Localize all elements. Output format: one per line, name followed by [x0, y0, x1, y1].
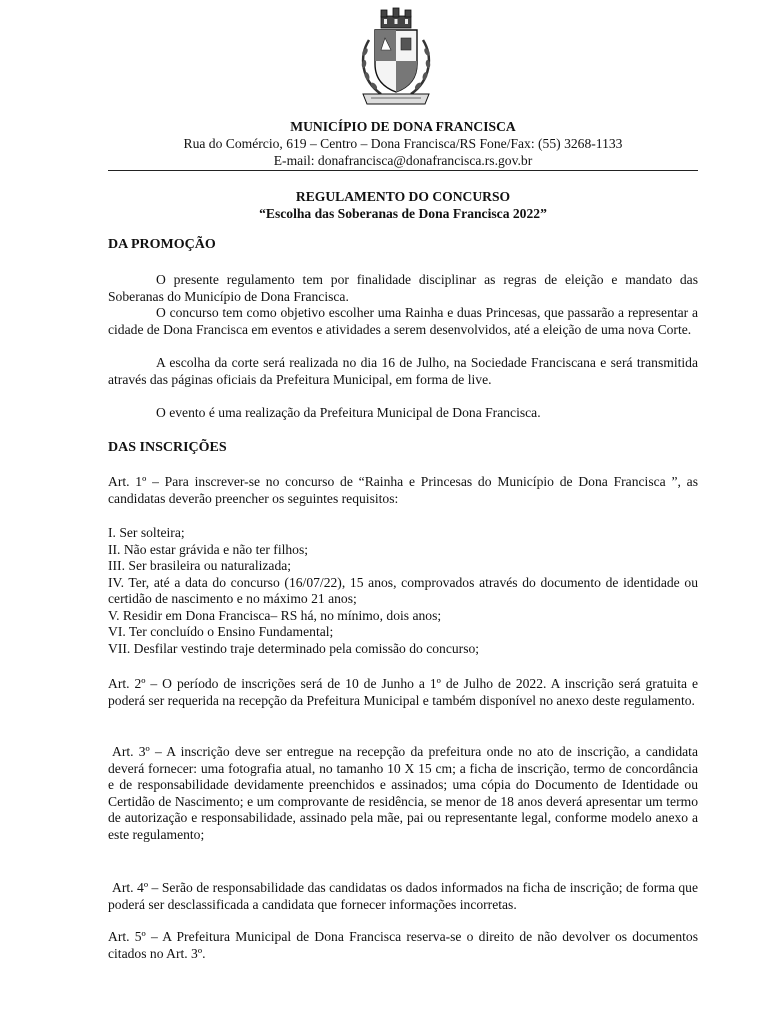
article-1: Art. 1º – Para inscrever-se no concurso de “Rainha e Princesas do Município de Dona Francisca ”, as candidatas deverão preencher os seguintes requisitos: [108, 474, 698, 506]
article-5: Art. 5º – A Prefeitura Municipal de Dona Francisca reserva-se o direito de não devolver os documentos citados no Art. 3º. [108, 929, 698, 961]
article-2: Art. 2º – O período de inscrições será de 10 de Junho a 1º de Julho de 2022. A inscrição será gratuita e poderá ser requerida na recepção da Prefeitura Municipal e também disponível no anexo deste regulamento. [108, 676, 698, 708]
document-title-line1: REGULAMENTO DO CONCURSO [295, 189, 511, 204]
header-divider [108, 170, 698, 171]
document-title-line2: “Escolha das Soberanas de Dona Francisca 2022” [259, 206, 547, 221]
section-heading-promocao: DA PROMOÇÃO [108, 237, 216, 252]
municipality-name: MUNICÍPIO DE DONA FRANCISCA [290, 119, 516, 134]
municipality-address: Rua do Comércio, 619 – Centro – Dona Francisca/RS Fone/Fax: (55) 3268-1133 [183, 136, 623, 151]
municipal-coat-of-arms [355, 6, 437, 110]
requirement-6: VI. Ter concluído o Ensino Fundamental; [108, 624, 334, 639]
requirement-3: III. Ser brasileira ou naturalizada; [108, 558, 292, 573]
municipality-email: E-mail: donafrancisca@donafrancisca.rs.gov.br [273, 153, 533, 168]
paragraph-promocao-4: O evento é uma realização da Prefeitura Municipal de Dona Francisca. [156, 405, 541, 420]
paragraph-promocao-1: O presente regulamento tem por finalidade disciplinar as regras de eleição e mandato das Soberanas do Município de Dona Francisca. [108, 272, 698, 304]
requirement-5: V. Residir em Dona Francisca– RS há, no mínimo, dois anos; [108, 607, 442, 623]
article-3: Art. 3º – A inscrição deve ser entregue na recepção da prefeitura onde no ato de inscrição, a candidata deverá fornecer: uma fotografia atual, no tamanho 10 X 15 cm; a ficha de inscrição, termo de concordância e de responsabilidade devidamente preenchidos e assinados; uma cópia do Documento de Identidade ou Certidão de Nascimento; e um comprovante de residência, se menor de 18 anos deverá apresentar um termo de autorização e responsabilidade, assinado pela mãe, pai ou representante legal, conforme modelo anexo a este regulamento; [108, 744, 698, 842]
requirement-2: II. Não estar grávida e não ter filhos; [108, 541, 309, 557]
requirement-1: I. Ser solteira; [108, 525, 185, 540]
requirement-4: IV. Ter, até a data do concurso (16/07/22), 15 anos, comprovados através do documento de identidade ou certidão de nascimento e no máximo 21 anos; [108, 574, 698, 606]
requirement-7: VII. Desfilar vestindo traje determinado pela comissão do concurso; [108, 640, 480, 656]
section-heading-inscricoes: DAS INSCRIÇÕES [108, 440, 227, 455]
document-title [108, 188, 698, 222]
letterhead [108, 118, 698, 169]
paragraph-promocao-3: A escolha da corte será realizada no dia 16 de Julho, na Sociedade Franciscana e será transmitida através das páginas oficiais da Prefeitura Municipal, em forma de live. [108, 355, 698, 387]
requirements-list [108, 525, 698, 657]
article-4: Art. 4º – Serão de responsabilidade das candidatas os dados informados na ficha de inscrição; de forma que poderá ser desclassificada a candidata que fornecer informações incorretas. [108, 880, 698, 912]
paragraph-promocao-2: O concurso tem como objetivo escolher uma Rainha e duas Princesas, que passarão a representar a cidade de Dona Francisca em eventos e atividades a serem desenvolvidos, até a eleição de uma nova Corte. [108, 305, 698, 337]
